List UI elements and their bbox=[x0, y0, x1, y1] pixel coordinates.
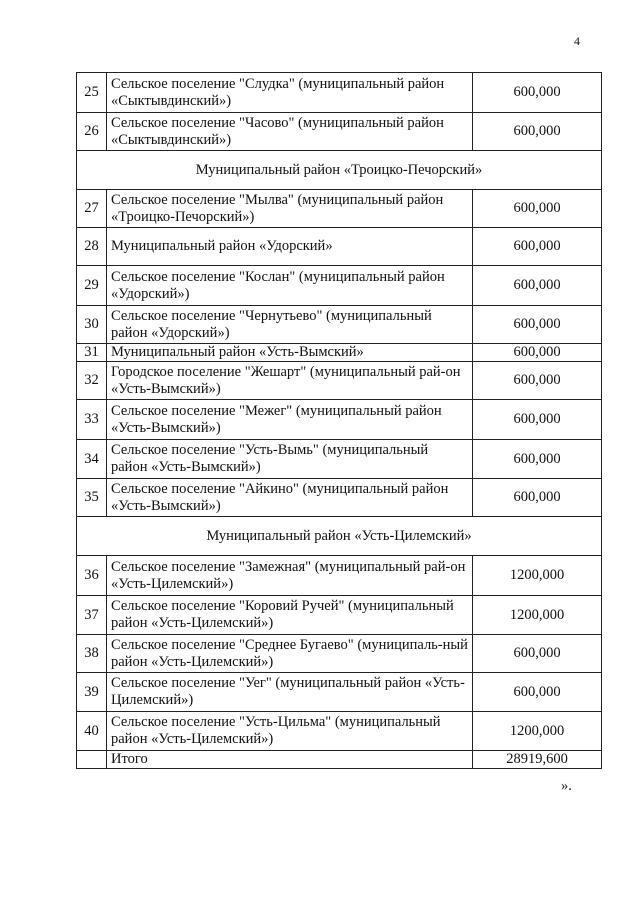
section-title: Муниципальный район «Троицко-Печорский» bbox=[77, 151, 602, 190]
settlement-name: Сельское поселение "Межег" (муниципальный район «Усть-Вымский») bbox=[107, 400, 473, 440]
table-row bbox=[77, 400, 602, 440]
settlement-name: Сельское поселение "Уег" (муниципальный район «Усть-Цилемский») bbox=[107, 673, 473, 712]
settlement-name: Сельское поселение "Айкино" (муниципальный район «Усть-Вымский») bbox=[107, 479, 473, 517]
table-row bbox=[77, 712, 602, 751]
page-number: 4 bbox=[574, 34, 580, 48]
settlement-name: Сельское поселение "Среднее Бугаево" (муниципаль-ный район «Усть-Цилемский») bbox=[107, 635, 473, 673]
settlement-name: Итого bbox=[107, 751, 473, 769]
table-row bbox=[77, 266, 602, 306]
section-header-row bbox=[77, 151, 602, 190]
amount-value: 600,000 bbox=[473, 266, 602, 306]
settlement-name: Муниципальный район «Усть-Вымский» bbox=[107, 344, 473, 362]
amount-value: 600,000 bbox=[473, 635, 602, 673]
amount-value: 600,000 bbox=[473, 190, 602, 228]
table-row bbox=[77, 751, 602, 769]
closing-quote-mark: ». bbox=[561, 778, 572, 794]
table-row bbox=[77, 190, 602, 228]
table-row bbox=[77, 362, 602, 400]
row-number: 30 bbox=[77, 306, 107, 344]
amount-value: 1200,000 bbox=[473, 596, 602, 635]
row-number: 26 bbox=[77, 113, 107, 151]
row-number: 40 bbox=[77, 712, 107, 751]
row-number: 39 bbox=[77, 673, 107, 712]
row-number: 31 bbox=[77, 344, 107, 362]
table-row bbox=[77, 673, 602, 712]
table-row bbox=[77, 73, 602, 113]
table-row bbox=[77, 440, 602, 479]
table-row bbox=[77, 306, 602, 344]
amount-value: 600,000 bbox=[473, 440, 602, 479]
table-row bbox=[77, 228, 602, 266]
row-number: 28 bbox=[77, 228, 107, 266]
row-number: 27 bbox=[77, 190, 107, 228]
settlement-name: Сельское поселение "Коровий Ручей" (муниципальный район «Усть-Цилемский») bbox=[107, 596, 473, 635]
settlement-name: Сельское поселение "Замежная" (муниципальный рай-он «Усть-Цилемский») bbox=[107, 556, 473, 596]
row-number: 29 bbox=[77, 266, 107, 306]
table-row bbox=[77, 635, 602, 673]
amount-value: 600,000 bbox=[473, 400, 602, 440]
table-row bbox=[77, 344, 602, 362]
settlement-name: Сельское поселение "Слудка" (муниципальный район «Сыктывдинский») bbox=[107, 73, 473, 113]
row-number: 38 bbox=[77, 635, 107, 673]
allocation-table bbox=[76, 72, 602, 769]
settlement-name: Сельское поселение "Усть-Цильма" (муниципальный район «Усть-Цилемский») bbox=[107, 712, 473, 751]
amount-value: 28919,600 bbox=[473, 751, 602, 769]
amount-value: 600,000 bbox=[473, 344, 602, 362]
settlement-name: Сельское поселение "Мылва" (муниципальный район «Троицко-Печорский») bbox=[107, 190, 473, 228]
amount-value: 600,000 bbox=[473, 362, 602, 400]
settlement-name: Сельское поселение "Чернутьево" (муниципальный район «Удорский») bbox=[107, 306, 473, 344]
row-number: 37 bbox=[77, 596, 107, 635]
settlement-name: Городское поселение "Жешарт" (муниципальный рай-он «Усть-Вымский») bbox=[107, 362, 473, 400]
amount-value: 1200,000 bbox=[473, 556, 602, 596]
amount-value: 600,000 bbox=[473, 73, 602, 113]
table-row bbox=[77, 113, 602, 151]
amount-value: 600,000 bbox=[473, 113, 602, 151]
row-number: 33 bbox=[77, 400, 107, 440]
row-number: 32 bbox=[77, 362, 107, 400]
table-row bbox=[77, 596, 602, 635]
table-row bbox=[77, 556, 602, 596]
row-number: 25 bbox=[77, 73, 107, 113]
amount-value: 600,000 bbox=[473, 306, 602, 344]
row-number: 34 bbox=[77, 440, 107, 479]
settlement-name: Сельское поселение "Часово" (муниципальный район «Сыктывдинский») bbox=[107, 113, 473, 151]
row-number bbox=[77, 751, 107, 769]
amount-value: 1200,000 bbox=[473, 712, 602, 751]
section-header-row bbox=[77, 517, 602, 556]
settlement-name: Муниципальный район «Удорский» bbox=[107, 228, 473, 266]
settlement-name: Сельское поселение "Кослан" (муниципальный район «Удорский») bbox=[107, 266, 473, 306]
amount-value: 600,000 bbox=[473, 673, 602, 712]
amount-value: 600,000 bbox=[473, 228, 602, 266]
settlement-name: Сельское поселение "Усть-Вымь" (муниципальный район «Усть-Вымский») bbox=[107, 440, 473, 479]
section-title: Муниципальный район «Усть-Цилемский» bbox=[77, 517, 602, 556]
amount-value: 600,000 bbox=[473, 479, 602, 517]
table-body bbox=[77, 73, 602, 769]
row-number: 36 bbox=[77, 556, 107, 596]
row-number: 35 bbox=[77, 479, 107, 517]
table-row bbox=[77, 479, 602, 517]
